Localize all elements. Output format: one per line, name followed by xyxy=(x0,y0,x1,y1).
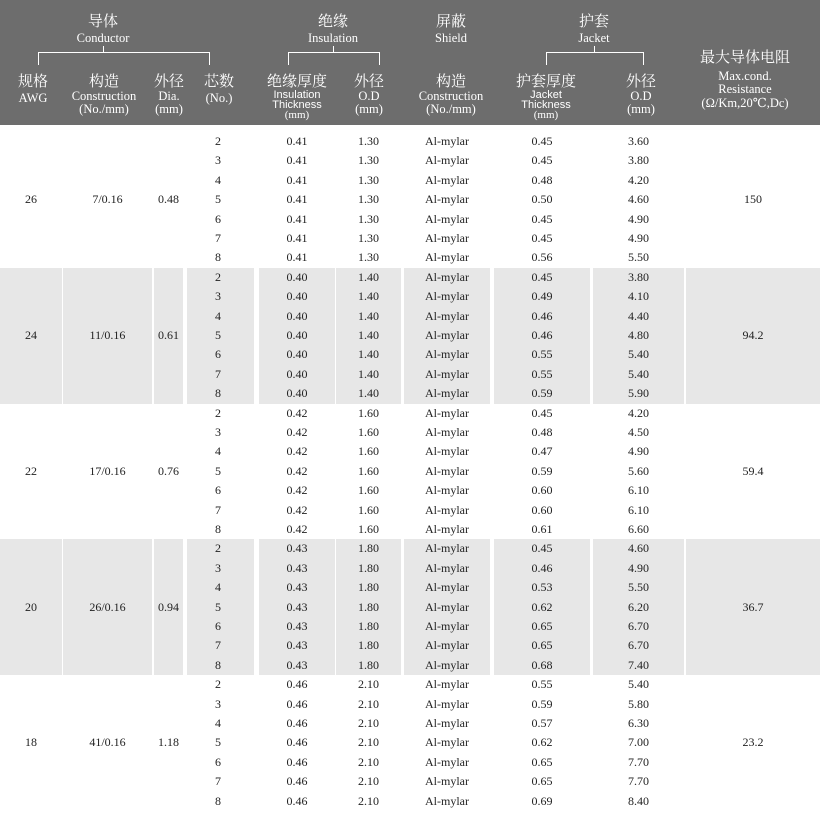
cell-cores: 7 xyxy=(215,638,221,653)
jacket-bracket xyxy=(546,52,644,65)
cell-cores: 8 xyxy=(215,793,221,808)
cell-jk_t: 0.59 xyxy=(531,696,553,711)
cell-cores: 6 xyxy=(215,483,221,498)
cell-ins_od: 2.10 xyxy=(358,715,379,730)
cell-jk_od: 5.90 xyxy=(628,386,649,401)
jacket-title-en: Jacket xyxy=(578,31,610,45)
cell-ins_od: 2.10 xyxy=(358,696,379,711)
cell-ins_od: 2.10 xyxy=(358,793,379,808)
cell-ins_t: 0.46 xyxy=(286,754,308,769)
cell-jk_od: 6.10 xyxy=(628,502,649,517)
ins-thickness-header-en1: Insulation xyxy=(273,89,321,101)
cell-ins_od: 1.40 xyxy=(358,308,379,323)
cell-shield: Al-mylar xyxy=(425,192,469,207)
group-resistance: 36.7 xyxy=(742,599,764,614)
jacket-thickness-header-unit: (mm) xyxy=(533,109,559,121)
cell-ins_t: 0.43 xyxy=(286,560,308,575)
cell-jk_t: 0.62 xyxy=(531,599,553,614)
cell-jk_od: 7.70 xyxy=(628,774,649,789)
construction-header-en: Construction xyxy=(71,89,137,103)
cell-ins_t: 0.43 xyxy=(286,638,308,653)
group-resistance: 94.2 xyxy=(742,327,764,342)
cell-shield: Al-mylar xyxy=(425,289,469,304)
cell-ins_t: 0.42 xyxy=(286,463,308,478)
conductor-title-cn: 导体 xyxy=(87,12,119,30)
cell-shield: Al-mylar xyxy=(425,483,469,498)
cell-shield: Al-mylar xyxy=(425,677,469,692)
cell-cores: 3 xyxy=(215,153,221,168)
cell-ins_t: 0.40 xyxy=(286,386,308,401)
cell-jk_t: 0.55 xyxy=(531,677,553,692)
cell-jk_od: 6.70 xyxy=(628,638,649,653)
insulation-bracket xyxy=(288,52,380,65)
conductor-title-en: Conductor xyxy=(76,31,130,45)
group-construction: 11/0.16 xyxy=(89,327,126,342)
cell-jk_od: 4.90 xyxy=(628,560,649,575)
cell-shield: Al-mylar xyxy=(425,541,469,556)
group-construction: 7/0.16 xyxy=(92,192,123,207)
cell-ins_od: 1.80 xyxy=(358,618,379,633)
cell-shield: Al-mylar xyxy=(425,250,469,265)
cell-cores: 3 xyxy=(215,696,221,711)
cell-cores: 7 xyxy=(215,366,221,381)
cell-cores: 3 xyxy=(215,289,221,304)
dia-header-cn: 外径 xyxy=(153,72,185,90)
cell-cores: 8 xyxy=(215,521,221,536)
group-dia: 0.94 xyxy=(158,599,179,614)
awg-group xyxy=(0,675,820,811)
shield-construction-header-en: Construction xyxy=(418,89,484,103)
cell-jk_t: 0.55 xyxy=(531,366,553,381)
cell-ins_t: 0.46 xyxy=(286,696,308,711)
cell-cores: 2 xyxy=(215,405,221,420)
group-dia: 0.61 xyxy=(158,327,179,342)
cell-jk_t: 0.69 xyxy=(531,793,553,808)
cell-jk_t: 0.50 xyxy=(531,192,553,207)
cell-ins_od: 1.30 xyxy=(358,211,379,226)
cell-jk_t: 0.65 xyxy=(531,618,553,633)
cell-cores: 3 xyxy=(215,560,221,575)
group-awg: 18 xyxy=(25,735,37,750)
insulation-title-en: Insulation xyxy=(308,31,358,45)
cell-ins_t: 0.40 xyxy=(286,308,308,323)
cell-ins_t: 0.42 xyxy=(286,444,308,459)
jacket-thickness-header-en1: Jacket xyxy=(530,89,562,101)
cell-cores: 4 xyxy=(215,444,221,459)
cell-jk_t: 0.56 xyxy=(531,250,553,265)
shield-title-en: Shield xyxy=(435,31,467,45)
cell-jk_od: 4.90 xyxy=(628,444,649,459)
cell-cores: 4 xyxy=(215,308,221,323)
shield-construction-header-unit: (No./mm) xyxy=(426,102,476,116)
group-awg: 26 xyxy=(25,192,37,207)
cell-cores: 8 xyxy=(215,250,221,265)
cell-ins_t: 0.42 xyxy=(286,405,308,420)
cell-jk_od: 5.40 xyxy=(628,677,649,692)
cell-jk_od: 3.80 xyxy=(628,153,649,168)
cell-ins_t: 0.46 xyxy=(286,735,308,750)
cell-ins_od: 2.10 xyxy=(358,774,379,789)
resistance-header-unit: (Ω/Km,20℃,Dc) xyxy=(701,96,789,110)
group-awg: 20 xyxy=(25,599,37,614)
cell-jk_t: 0.65 xyxy=(531,754,553,769)
jacket-thickness-header-cn: 护套厚度 xyxy=(515,72,577,90)
cell-ins_od: 1.80 xyxy=(358,599,379,614)
ins-thickness-header-cn: 绝缘厚度 xyxy=(266,72,328,90)
ins-od-header-unit: (mm) xyxy=(355,102,383,116)
awg-group xyxy=(0,268,820,404)
cell-jk_od: 6.20 xyxy=(628,599,649,614)
cell-jk_od: 4.40 xyxy=(628,308,649,323)
cell-ins_od: 1.60 xyxy=(358,444,379,459)
cell-jk_od: 7.70 xyxy=(628,754,649,769)
cell-jk_od: 6.10 xyxy=(628,483,649,498)
cell-jk_od: 7.00 xyxy=(628,735,649,750)
ins-thickness-header-unit: (mm) xyxy=(284,109,310,121)
cell-ins_od: 1.60 xyxy=(358,463,379,478)
cell-shield: Al-mylar xyxy=(425,715,469,730)
cell-cores: 7 xyxy=(215,774,221,789)
table-header xyxy=(0,0,820,125)
cell-shield: Al-mylar xyxy=(425,327,469,342)
cell-ins_t: 0.46 xyxy=(286,774,308,789)
cell-cores: 7 xyxy=(215,231,221,245)
awg-header-cn: 规格 xyxy=(17,72,49,90)
cell-ins_od: 1.80 xyxy=(358,580,379,595)
cell-jk_od: 8.40 xyxy=(628,793,649,808)
cell-ins_t: 0.40 xyxy=(286,347,308,362)
cell-jk_od: 4.90 xyxy=(628,211,649,226)
cell-cores: 5 xyxy=(215,192,221,207)
cell-ins_od: 2.10 xyxy=(358,677,379,692)
construction-header-cn: 构造 xyxy=(88,72,120,90)
cell-jk_od: 4.10 xyxy=(628,289,649,304)
cell-cores: 5 xyxy=(215,463,221,478)
cell-jk_od: 4.90 xyxy=(628,231,649,245)
cell-ins_t: 0.42 xyxy=(286,502,308,517)
cell-ins_od: 1.30 xyxy=(358,250,379,265)
cell-shield: Al-mylar xyxy=(425,618,469,633)
cell-ins_t: 0.40 xyxy=(286,289,308,304)
insulation-title-cn: 绝缘 xyxy=(317,12,349,30)
cell-ins_od: 1.60 xyxy=(358,521,379,536)
cell-shield: Al-mylar xyxy=(425,463,469,478)
cell-ins_t: 0.43 xyxy=(286,599,308,614)
cell-cores: 8 xyxy=(215,386,221,401)
cell-ins_t: 0.43 xyxy=(286,580,308,595)
cell-jk_t: 0.53 xyxy=(531,580,553,595)
cell-cores: 5 xyxy=(215,735,221,750)
cell-ins_t: 0.46 xyxy=(286,715,308,730)
resistance-header-en1: Max.cond. xyxy=(718,69,772,83)
cell-shield: Al-mylar xyxy=(425,638,469,653)
cell-ins_od: 1.40 xyxy=(358,269,379,284)
cell-shield: Al-mylar xyxy=(425,269,469,284)
cell-ins_od: 1.30 xyxy=(358,231,379,245)
cell-jk_od: 4.80 xyxy=(628,327,649,342)
cell-ins_t: 0.41 xyxy=(286,231,308,245)
cell-jk_t: 0.60 xyxy=(531,502,553,517)
awg-header-en: AWG xyxy=(18,91,48,105)
cell-cores: 4 xyxy=(215,172,221,187)
cell-ins_od: 1.40 xyxy=(358,347,379,362)
jacket-od-header-en: O.D xyxy=(630,89,652,103)
awg-group xyxy=(0,404,820,540)
cell-jk_t: 0.48 xyxy=(531,172,553,187)
dia-header-en: Dia. xyxy=(158,89,180,103)
cell-ins_t: 0.46 xyxy=(286,677,308,692)
cell-ins_t: 0.42 xyxy=(286,424,308,439)
cell-jk_t: 0.45 xyxy=(531,134,553,148)
cell-jk_od: 5.50 xyxy=(628,580,649,595)
cell-ins_od: 1.60 xyxy=(358,424,379,439)
cell-shield: Al-mylar xyxy=(425,405,469,420)
cell-cores: 3 xyxy=(215,424,221,439)
cell-jk_t: 0.59 xyxy=(531,463,553,478)
cell-cores: 2 xyxy=(215,677,221,692)
cell-shield: Al-mylar xyxy=(425,347,469,362)
cell-shield: Al-mylar xyxy=(425,754,469,769)
construction-header-unit: (No./mm) xyxy=(79,102,129,116)
cell-jk_t: 0.45 xyxy=(531,405,553,420)
shield-construction-header-cn: 构造 xyxy=(435,72,467,90)
cell-ins_od: 1.40 xyxy=(358,327,379,342)
shield-title-cn: 屏蔽 xyxy=(435,12,467,30)
cell-jk_od: 4.50 xyxy=(628,424,649,439)
cell-cores: 6 xyxy=(215,211,221,226)
cell-ins_od: 1.80 xyxy=(358,638,379,653)
cell-jk_od: 5.60 xyxy=(628,463,649,478)
group-dia: 0.48 xyxy=(158,192,179,207)
resistance-header-en2: Resistance xyxy=(718,82,772,96)
cell-shield: Al-mylar xyxy=(425,134,469,148)
cell-cores: 4 xyxy=(215,580,221,595)
cell-shield: Al-mylar xyxy=(425,521,469,536)
group-construction: 41/0.16 xyxy=(89,735,126,750)
cell-jk_t: 0.47 xyxy=(531,444,553,459)
group-dia: 1.18 xyxy=(158,735,179,750)
jacket-title-cn: 护套 xyxy=(578,12,610,30)
cell-cores: 5 xyxy=(215,327,221,342)
conductor-bracket xyxy=(38,52,210,65)
cell-jk_od: 4.20 xyxy=(628,405,649,420)
cell-jk_t: 0.48 xyxy=(531,424,553,439)
cell-ins_od: 1.40 xyxy=(358,366,379,381)
cell-shield: Al-mylar xyxy=(425,231,469,245)
cell-ins_t: 0.43 xyxy=(286,657,308,672)
group-construction: 26/0.16 xyxy=(89,599,126,614)
group-awg: 22 xyxy=(25,463,37,478)
cores-header-cn: 芯数 xyxy=(203,72,235,90)
cell-ins_od: 2.10 xyxy=(358,754,379,769)
table-body xyxy=(0,125,820,825)
cell-jk_od: 3.60 xyxy=(628,134,649,148)
cell-jk_od: 4.20 xyxy=(628,172,649,187)
cell-ins_od: 1.30 xyxy=(358,192,379,207)
cell-cores: 7 xyxy=(215,502,221,517)
cell-shield: Al-mylar xyxy=(425,657,469,672)
cell-ins_od: 2.10 xyxy=(358,735,379,750)
cell-shield: Al-mylar xyxy=(425,153,469,168)
dia-header-unit: (mm) xyxy=(155,102,183,116)
cell-ins_t: 0.42 xyxy=(286,521,308,536)
cell-ins_od: 1.30 xyxy=(358,153,379,168)
cell-cores: 6 xyxy=(215,618,221,633)
cell-jk_od: 3.80 xyxy=(628,269,649,284)
cell-ins_t: 0.41 xyxy=(286,134,308,148)
ins-thickness-header-en2: Thickness xyxy=(272,99,322,111)
cell-jk_t: 0.45 xyxy=(531,153,553,168)
cell-ins_od: 1.40 xyxy=(358,289,379,304)
cell-ins_od: 1.30 xyxy=(358,134,379,148)
cell-cores: 2 xyxy=(215,269,221,284)
cell-jk_t: 0.45 xyxy=(531,541,553,556)
cell-shield: Al-mylar xyxy=(425,696,469,711)
cell-ins_t: 0.40 xyxy=(286,366,308,381)
cell-ins_t: 0.41 xyxy=(286,250,308,265)
cell-shield: Al-mylar xyxy=(425,774,469,789)
cell-jk_t: 0.65 xyxy=(531,638,553,653)
cell-ins_od: 1.40 xyxy=(358,386,379,401)
cell-jk_t: 0.45 xyxy=(531,269,553,284)
cell-ins_od: 1.60 xyxy=(358,502,379,517)
cell-cores: 6 xyxy=(215,754,221,769)
cell-jk_t: 0.46 xyxy=(531,327,553,342)
cell-ins_t: 0.41 xyxy=(286,211,308,226)
group-awg: 24 xyxy=(25,327,37,342)
cell-jk_od: 4.60 xyxy=(628,192,649,207)
cell-shield: Al-mylar xyxy=(425,560,469,575)
cell-ins_t: 0.40 xyxy=(286,269,308,284)
jacket-od-header-unit: (mm) xyxy=(627,102,655,116)
cell-jk_od: 5.50 xyxy=(628,250,649,265)
cell-shield: Al-mylar xyxy=(425,211,469,226)
cell-shield: Al-mylar xyxy=(425,793,469,808)
cell-jk_t: 0.45 xyxy=(531,231,553,245)
cell-jk_od: 5.40 xyxy=(628,347,649,362)
cell-jk_od: 7.40 xyxy=(628,657,649,672)
cell-jk_od: 5.40 xyxy=(628,366,649,381)
cell-ins_od: 1.30 xyxy=(358,172,379,187)
cell-jk_t: 0.46 xyxy=(531,560,553,575)
jacket-thickness-header-en2: Thickness xyxy=(521,99,571,111)
cell-shield: Al-mylar xyxy=(425,172,469,187)
cell-ins_t: 0.46 xyxy=(286,793,308,808)
cell-ins_t: 0.43 xyxy=(286,541,308,556)
cell-jk_t: 0.65 xyxy=(531,774,553,789)
cell-ins_od: 1.80 xyxy=(358,560,379,575)
cell-cores: 8 xyxy=(215,657,221,672)
cell-shield: Al-mylar xyxy=(425,424,469,439)
cell-ins_od: 1.80 xyxy=(358,541,379,556)
cell-ins_t: 0.41 xyxy=(286,172,308,187)
cell-shield: Al-mylar xyxy=(425,502,469,517)
group-construction: 17/0.16 xyxy=(89,463,126,478)
cell-ins_od: 1.60 xyxy=(358,483,379,498)
group-resistance: 150 xyxy=(744,192,762,207)
cell-jk_od: 4.60 xyxy=(628,541,649,556)
cell-jk_t: 0.49 xyxy=(531,289,553,304)
cell-jk_t: 0.45 xyxy=(531,211,553,226)
cell-jk_t: 0.46 xyxy=(531,308,553,323)
jacket-od-header-cn: 外径 xyxy=(625,72,657,90)
cell-ins_t: 0.41 xyxy=(286,153,308,168)
cell-shield: Al-mylar xyxy=(425,735,469,750)
cell-jk_od: 6.30 xyxy=(628,715,649,730)
cell-ins_t: 0.42 xyxy=(286,483,308,498)
group-dia: 0.76 xyxy=(158,463,179,478)
cell-ins_od: 1.60 xyxy=(358,405,379,420)
cell-jk_t: 0.55 xyxy=(531,347,553,362)
awg-group xyxy=(0,132,820,268)
cell-shield: Al-mylar xyxy=(425,386,469,401)
cell-ins_od: 1.80 xyxy=(358,657,379,672)
cell-ins_t: 0.41 xyxy=(286,192,308,207)
cell-cores: 4 xyxy=(215,715,221,730)
cell-jk_t: 0.62 xyxy=(531,735,553,750)
cell-jk_od: 6.60 xyxy=(628,521,649,536)
cell-jk_t: 0.61 xyxy=(531,521,553,536)
awg-group xyxy=(0,539,820,675)
cell-jk_t: 0.60 xyxy=(531,483,553,498)
cell-jk_t: 0.59 xyxy=(531,386,553,401)
cell-cores: 2 xyxy=(215,541,221,556)
ins-od-header-en: O.D xyxy=(358,89,380,103)
cell-ins_t: 0.40 xyxy=(286,327,308,342)
cell-shield: Al-mylar xyxy=(425,444,469,459)
cell-ins_t: 0.43 xyxy=(286,618,308,633)
cell-shield: Al-mylar xyxy=(425,308,469,323)
cores-header-en: (No.) xyxy=(205,91,233,105)
cell-shield: Al-mylar xyxy=(425,599,469,614)
cell-shield: Al-mylar xyxy=(425,366,469,381)
cell-jk_od: 5.80 xyxy=(628,696,649,711)
cell-cores: 5 xyxy=(215,599,221,614)
group-resistance: 23.2 xyxy=(742,735,764,750)
resistance-header-cn: 最大导体电阻 xyxy=(699,48,791,66)
cell-cores: 6 xyxy=(215,347,221,362)
ins-od-header-cn: 外径 xyxy=(353,72,385,90)
cell-jk_od: 6.70 xyxy=(628,618,649,633)
cell-jk_t: 0.57 xyxy=(531,715,553,730)
group-resistance: 59.4 xyxy=(742,463,764,478)
cell-shield: Al-mylar xyxy=(425,580,469,595)
cell-jk_t: 0.68 xyxy=(531,657,553,672)
cell-cores: 2 xyxy=(215,134,221,148)
